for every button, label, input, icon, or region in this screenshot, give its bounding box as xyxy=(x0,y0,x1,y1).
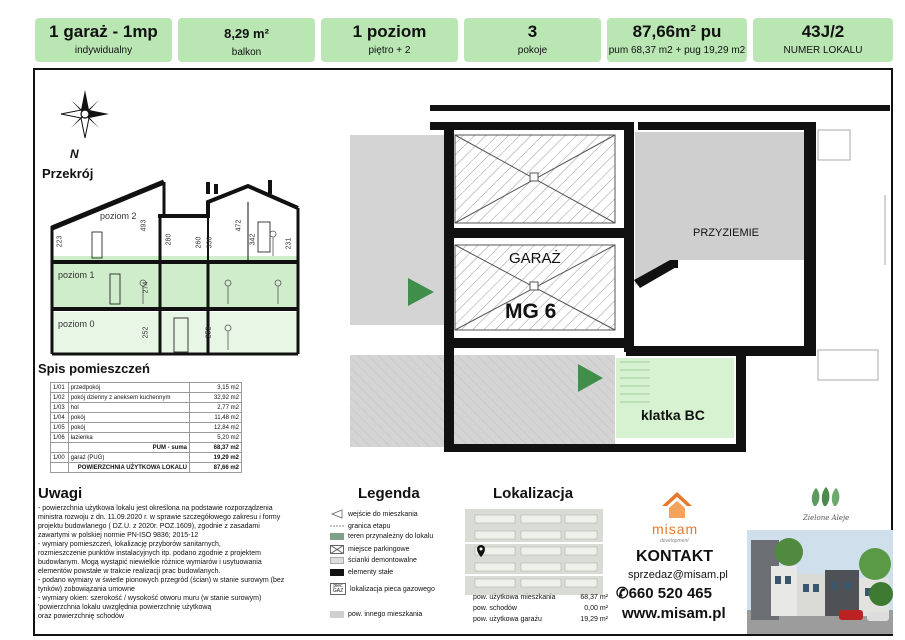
note-line: tynków) zobowiązania umowne xyxy=(38,586,135,593)
total-label: POWIERZCHNIA UŻYTKOWA LOKALU xyxy=(68,463,189,473)
room-area: 11,48 xyxy=(214,414,229,421)
room-unit: m2 xyxy=(230,434,239,441)
room-code: 1/02 xyxy=(51,393,69,403)
room-unit: m2 xyxy=(230,424,239,431)
legend-label: miejsce parkingowe xyxy=(348,546,410,553)
rooms-label: pokoje xyxy=(517,45,548,56)
unit-number-value: 43J/2 xyxy=(801,22,845,41)
dim-label: 252 xyxy=(205,326,213,339)
garage-label: indywidualny xyxy=(74,45,133,56)
contact-email[interactable]: sprzedaz@misam.pl xyxy=(628,569,728,581)
legend-title: Legenda xyxy=(358,485,420,502)
note-line: zawartymi w polskiej normie PN-ISO 9836; 2015-12 xyxy=(38,532,199,539)
location-map xyxy=(465,509,603,595)
area-value: 87,66m² pu xyxy=(632,22,722,41)
room-name: garaż (PUG) xyxy=(68,453,189,463)
garage-label: GARAŻ xyxy=(509,250,561,267)
section-title: Przekrój xyxy=(42,166,94,181)
building-photo xyxy=(747,530,893,634)
legend-item xyxy=(330,611,422,618)
balcony-box xyxy=(178,18,315,62)
dim-label: 280 xyxy=(165,233,173,246)
room-unit: m2 xyxy=(230,454,239,461)
north-label: N xyxy=(70,147,79,161)
area-line-value: 68,37 m² xyxy=(580,594,608,601)
area-line-label: pow. użytkowa garażu xyxy=(473,616,542,623)
rooms-table xyxy=(50,382,242,473)
room-code: 1/05 xyxy=(51,423,69,433)
contact-phone[interactable]: 660 520 465 xyxy=(628,585,712,602)
note-line: projektu budowlanego ( DZ.U. z 2020r. POZ.1609), zgodnie z zasadami xyxy=(38,523,260,530)
balcony-value: 8,29 m² xyxy=(224,26,269,41)
room-area: 32,92 xyxy=(213,394,229,401)
room-name: pokój xyxy=(68,413,189,423)
table-row xyxy=(51,433,242,443)
room-area: 2,77 xyxy=(217,404,229,411)
dim-label: 223 xyxy=(56,235,64,248)
dim-label: 493 xyxy=(140,219,148,232)
total-row xyxy=(51,463,242,473)
notes-title: Uwagi xyxy=(38,485,83,502)
rooms-value: 3 xyxy=(527,22,538,41)
legend-label: wejście do mieszkania xyxy=(348,510,418,518)
room-code: 1/06 xyxy=(51,433,69,443)
plot-swatch xyxy=(330,533,344,540)
note-line: oraz powierzchnię schodów xyxy=(38,613,124,620)
area-line-label: pow. użytkowa mieszkania xyxy=(473,594,556,601)
brand-sub: development xyxy=(660,538,689,544)
brand-name: misam xyxy=(652,521,699,537)
room-area: 3,15 xyxy=(217,384,229,391)
unit-number-box xyxy=(753,18,893,62)
area-line xyxy=(473,603,608,614)
room-unit: m2 xyxy=(230,384,239,391)
area-line-label: pow. schodów xyxy=(473,605,517,612)
table-row xyxy=(51,383,242,393)
gas-tag: piec GAZ xyxy=(330,583,346,595)
room-name: pokój dzienny z aneksem kuchennym xyxy=(68,393,189,403)
room-name: łazienka xyxy=(68,433,189,443)
legend-item xyxy=(330,545,409,554)
table-row xyxy=(51,403,242,413)
area-line-value: 19,29 m² xyxy=(580,616,608,623)
area-box xyxy=(607,18,747,62)
unit-number-label: NUMER LOKALU xyxy=(783,45,863,56)
contact-web[interactable]: www.misam.pl xyxy=(622,605,726,622)
contact-title: KONTAKT xyxy=(636,548,714,565)
legend-label: ścianki demontowalne xyxy=(348,557,417,564)
misam-logo-icon xyxy=(660,490,694,520)
legend-item xyxy=(330,569,393,576)
room-unit: m2 xyxy=(230,404,239,411)
area-line xyxy=(473,592,608,603)
pum-label: PUM - suma xyxy=(68,443,189,453)
table-row xyxy=(51,423,242,433)
note-line: 'powierzchnia lokalu uwzględnia powierzchnię użytkową xyxy=(38,604,212,611)
note-line: - wymiary pomieszczeń, lokalizację przyborów sanitarnych, xyxy=(38,541,221,548)
legend-label: lokalizacja pieca gazowego xyxy=(350,585,435,593)
level-box xyxy=(321,18,458,62)
room-area: 19,29 xyxy=(213,454,229,461)
dim-label: 342 xyxy=(249,233,257,246)
level-label: piętro + 2 xyxy=(368,45,411,56)
legend-item xyxy=(330,557,417,564)
note-line: elementów powstałe w trakcie realizacji prac budowlanych. xyxy=(38,568,221,575)
legend-label: pow. innego mieszkania xyxy=(348,611,423,618)
estate-name: Zielone Aleje xyxy=(803,514,850,522)
room-code: 1/00 xyxy=(51,453,69,463)
dim-label: 231 xyxy=(285,237,293,250)
room-name: przedpokój xyxy=(68,383,189,393)
legend-item xyxy=(330,583,435,595)
balcony-label: balkon xyxy=(231,47,262,58)
legend-item xyxy=(330,509,418,519)
room-code: 1/04 xyxy=(51,413,69,423)
rooms-box xyxy=(464,18,601,62)
compass-icon xyxy=(50,86,120,148)
note-line: ministra rozwoju z dn. 11.09.2020 r. w sprawie szczegółowego zakresu i formy xyxy=(38,514,281,521)
phone-icon: ✆ xyxy=(616,585,629,602)
location-title: Lokalizacja xyxy=(493,485,574,502)
level-1-label: poziom 1 xyxy=(58,270,95,280)
ground-floor-label: PRZYZIEMIE xyxy=(693,227,760,239)
garage-box xyxy=(35,18,172,62)
stage-border-icon xyxy=(330,521,344,531)
notes-text xyxy=(38,504,318,621)
area-line xyxy=(473,614,608,625)
garage-value: 1 garaż - 1mp xyxy=(49,22,158,41)
pum-unit: m2 xyxy=(230,444,239,451)
room-code: 1/03 xyxy=(51,403,69,413)
contact-phone-row xyxy=(616,584,712,602)
level-2-label: poziom 2 xyxy=(100,211,137,221)
room-unit: m2 xyxy=(230,394,239,401)
dim-label: 252 xyxy=(142,326,150,339)
total-value: 87,66 xyxy=(213,464,229,471)
location-areas xyxy=(473,592,608,625)
note-line: budowlanym. Mogą wystąpić niewielkie różnice wymiarów i usytuowania xyxy=(38,559,262,566)
parking-swatch xyxy=(330,545,344,554)
estate-tree-icon xyxy=(808,486,842,508)
dim-label: 336 xyxy=(206,236,214,249)
garage-code: MG 6 xyxy=(505,300,557,323)
legend-label: elementy stałe xyxy=(348,569,394,576)
dim-label: 274 xyxy=(142,281,150,294)
pum-value: 68,37 xyxy=(213,444,229,451)
room-unit: m2 xyxy=(230,414,239,421)
legend-label: teren przynależny do lokalu xyxy=(348,533,434,540)
note-line: rozmieszczenie punktów instalacyjnych itp. podano zgodnie z projektem xyxy=(38,550,261,557)
area-line-value: 0,00 m² xyxy=(584,605,608,612)
legend-item xyxy=(330,533,433,540)
table-row xyxy=(51,413,242,423)
legend-item xyxy=(330,521,390,531)
room-code: 1/01 xyxy=(51,383,69,393)
section-drawing xyxy=(48,178,304,356)
fixed-wall-swatch xyxy=(330,569,344,576)
pum-sum-row xyxy=(51,443,242,453)
note-line: - podano wymiary w świetle pionowych przegród (ścian) w stanie surowym (bez xyxy=(38,577,285,584)
floor-plan xyxy=(340,100,890,478)
stair-label: klatka BC xyxy=(641,407,705,423)
total-unit: m2 xyxy=(230,464,239,471)
room-name: pokój xyxy=(68,423,189,433)
room-area: 5,20 xyxy=(217,434,229,441)
room-area: 12,84 xyxy=(213,424,229,431)
dim-label: 472 xyxy=(235,219,243,232)
note-line: - powierzchnia użytkowa lokalu jest określona na podstawie rozporządzenia xyxy=(38,505,273,512)
legend-label: granica etapu xyxy=(348,522,391,530)
rooms-title: Spis pomieszczeń xyxy=(38,361,150,376)
level-value: 1 poziom xyxy=(352,22,427,41)
note-line: - wymiary okien: szerokość / wysokość otworu muru (w stanie surowym) xyxy=(38,595,262,602)
other-unit-swatch xyxy=(330,611,344,618)
entrance-icon xyxy=(330,509,344,519)
room-name: hol xyxy=(68,403,189,413)
table-row xyxy=(51,453,242,463)
removable-wall-swatch xyxy=(330,557,344,564)
area-label: pum 68,37 m2 + pug 19,29 m2 xyxy=(608,45,746,56)
dim-label: 260 xyxy=(195,236,203,249)
level-0-label: poziom 0 xyxy=(58,319,95,329)
table-row xyxy=(51,393,242,403)
